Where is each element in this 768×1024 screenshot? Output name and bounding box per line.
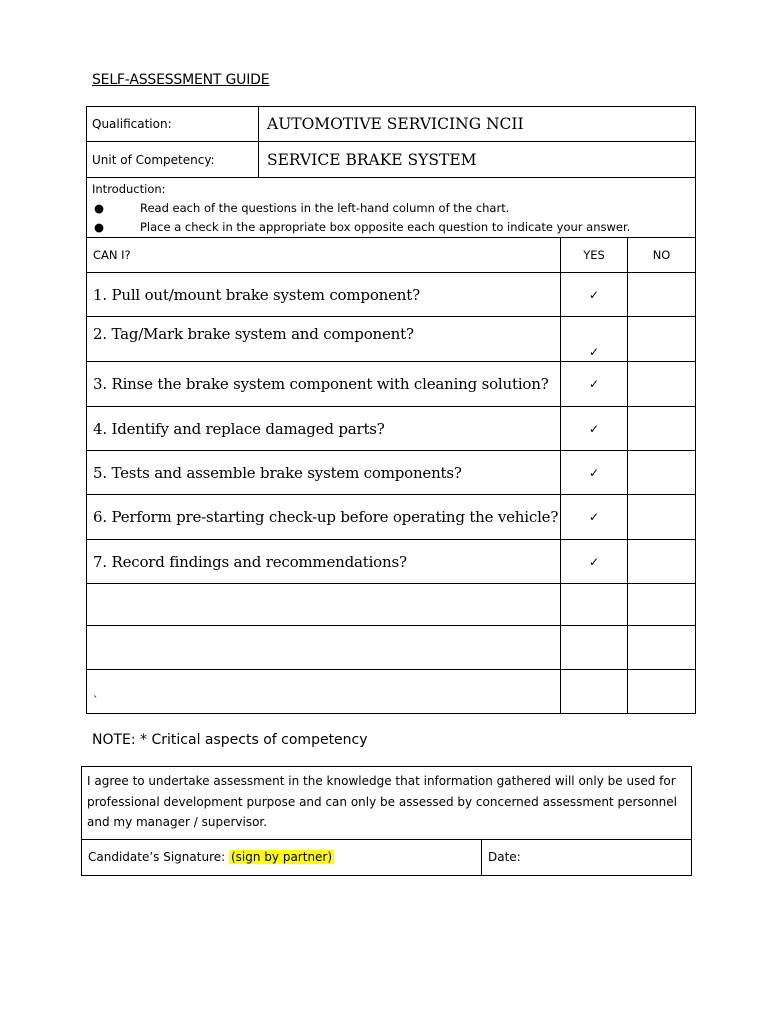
no-check-cell[interactable] bbox=[628, 317, 696, 362]
no-check-cell[interactable] bbox=[628, 362, 696, 407]
no-check-cell[interactable] bbox=[628, 273, 696, 317]
table-row bbox=[87, 584, 696, 626]
check-icon: ✓ bbox=[588, 510, 600, 524]
introduction-bullet-text: Read each of the questions in the left-hand column of the chart. bbox=[140, 201, 510, 215]
question-text: 4. Identify and replace damaged parts? bbox=[87, 407, 561, 451]
no-check-cell[interactable] bbox=[628, 626, 696, 670]
no-check-cell[interactable] bbox=[628, 584, 696, 626]
table-row bbox=[87, 451, 696, 495]
self-assessment-table bbox=[86, 106, 696, 714]
yes-header: YES bbox=[561, 238, 628, 273]
question-text: 6. Perform pre-starting check-up before operating the vehicle? bbox=[87, 495, 561, 540]
yes-check-cell[interactable] bbox=[561, 362, 628, 407]
agreement-text: I agree to undertake assessment in the knowledge that information gathered will only be used for professional development purpose and can only be assessed by concerned assessment personnel and my manager / supervisor. bbox=[82, 767, 692, 840]
check-icon: ✓ bbox=[588, 465, 600, 480]
table-row bbox=[87, 495, 696, 540]
table-row bbox=[87, 407, 696, 451]
signature-value: (sign by partner) bbox=[231, 850, 333, 864]
check-icon: ✓ bbox=[588, 377, 600, 391]
bullet-icon: ● bbox=[94, 201, 105, 215]
check-icon: ✓ bbox=[588, 421, 600, 436]
introduction-bullet bbox=[92, 218, 695, 237]
no-check-cell[interactable] bbox=[628, 407, 696, 451]
empty-question-cell[interactable] bbox=[87, 626, 561, 670]
question-text: 1. Pull out/mount brake system component? bbox=[87, 273, 561, 317]
question-text: 3. Rinse the brake system component with cleaning solution? bbox=[87, 362, 561, 407]
no-check-cell[interactable] bbox=[628, 495, 696, 540]
yes-check-cell[interactable] bbox=[561, 407, 628, 451]
no-check-cell[interactable] bbox=[628, 670, 696, 714]
empty-question-cell[interactable] bbox=[87, 584, 561, 626]
unit-of-competency-value: SERVICE BRAKE SYSTEM bbox=[259, 142, 696, 178]
introduction-title: Introduction: bbox=[92, 182, 166, 196]
yes-check-cell[interactable] bbox=[561, 540, 628, 584]
empty-question-cell[interactable]: ` bbox=[87, 670, 561, 714]
unit-of-competency-label: Unit of Competency: bbox=[87, 142, 259, 178]
table-row bbox=[87, 273, 696, 317]
qualification-value: AUTOMOTIVE SERVICING NCII bbox=[259, 107, 696, 142]
qualification-label: Qualification: bbox=[87, 107, 259, 142]
yes-check-cell[interactable] bbox=[561, 317, 628, 362]
bullet-icon: ● bbox=[94, 220, 105, 234]
question-text: 7. Record findings and recommendations? bbox=[87, 540, 561, 584]
signature-cell[interactable] bbox=[82, 839, 482, 875]
question-text: 2. Tag/Mark brake system and component? bbox=[87, 317, 561, 362]
table-row bbox=[87, 317, 696, 362]
introduction-bullet-text: Place a check in the appropriate box opposite each question to indicate your answer. bbox=[140, 220, 631, 234]
yes-check-cell[interactable] bbox=[561, 273, 628, 317]
table-row bbox=[87, 626, 696, 670]
yes-check-cell[interactable] bbox=[561, 670, 628, 714]
yes-check-cell[interactable] bbox=[561, 451, 628, 495]
no-check-cell[interactable] bbox=[628, 540, 696, 584]
page-title: SELF-ASSESSMENT GUIDE bbox=[92, 72, 270, 88]
note-text: NOTE: * Critical aspects of competency bbox=[92, 732, 368, 748]
no-check-cell[interactable] bbox=[628, 451, 696, 495]
question-text: 5. Tests and assemble brake system components? bbox=[87, 451, 561, 495]
date-label: Date: bbox=[488, 850, 521, 864]
check-icon: ✓ bbox=[588, 554, 600, 569]
introduction-section bbox=[87, 178, 696, 238]
table-row bbox=[87, 362, 696, 407]
table-row bbox=[87, 670, 696, 714]
date-cell[interactable] bbox=[482, 839, 692, 875]
check-icon: ✓ bbox=[588, 345, 600, 359]
check-icon: ✓ bbox=[588, 287, 600, 302]
agreement-table bbox=[81, 766, 692, 876]
can-i-header: CAN I? bbox=[87, 238, 561, 273]
yes-check-cell[interactable] bbox=[561, 584, 628, 626]
yes-check-cell[interactable] bbox=[561, 626, 628, 670]
signature-label: Candidate’s Signature: bbox=[88, 850, 226, 864]
yes-check-cell[interactable] bbox=[561, 495, 628, 540]
table-row bbox=[87, 540, 696, 584]
introduction-bullet bbox=[92, 199, 695, 218]
no-header: NO bbox=[628, 238, 696, 273]
